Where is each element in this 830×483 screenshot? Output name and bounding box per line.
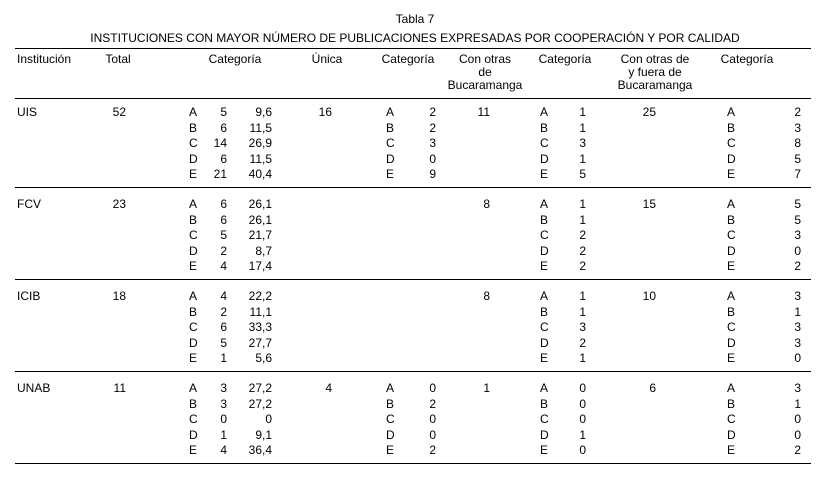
cat4-letter: D	[727, 335, 736, 350]
cat4-count: 1	[794, 396, 801, 411]
cat1-percent: 22,2	[248, 289, 272, 303]
header-unica: Única	[311, 52, 343, 66]
cat1-letter: D	[189, 427, 198, 442]
total-value: 52	[112, 105, 126, 119]
cat2-count: 2	[429, 120, 436, 135]
cat1-percent: 27,7	[248, 335, 272, 350]
cat3-letter: B	[540, 120, 549, 135]
total-value: 18	[112, 289, 126, 303]
cat1-letter: C	[189, 320, 198, 334]
cat1-letter: B	[189, 304, 198, 319]
cat3-count: 1	[579, 120, 586, 135]
cat1-letter: C	[189, 412, 198, 426]
cat2-letter: D	[386, 427, 395, 442]
cat4-letter: C	[727, 228, 736, 242]
cat4-count: 3	[794, 335, 801, 350]
cat1-letter: C	[189, 228, 198, 242]
cat4-count: 0	[794, 412, 801, 426]
cat4-letter: C	[727, 320, 736, 334]
header-fuera-line-2: y fuera de	[628, 65, 682, 79]
header-fuera-line-3: Bucaramanga	[617, 78, 693, 92]
cat1-letter: B	[189, 212, 198, 227]
cat4-letter: B	[727, 120, 736, 135]
cat1-letter: D	[189, 335, 198, 350]
cat1-count: 3	[220, 396, 227, 411]
cat1-letter: B	[189, 396, 198, 411]
con-otras-value: 1	[483, 381, 490, 395]
cat3-count: 1	[579, 151, 586, 166]
cat2-count: 0	[429, 412, 436, 426]
cat4-count: 1	[794, 304, 801, 319]
cat4-letter: B	[727, 304, 736, 319]
cat2-count: 3	[429, 136, 436, 150]
fuera-value: 25	[642, 105, 656, 119]
cat1-percent: 27,2	[248, 381, 272, 395]
cat1-count: 14	[213, 136, 227, 150]
cat1-percent: 26,9	[248, 136, 272, 150]
cat3-count: 1	[579, 427, 586, 442]
header-institucion: Institución	[17, 52, 72, 66]
cat4-count: 3	[794, 320, 801, 334]
cat3-letter: E	[540, 259, 549, 273]
total-value: 23	[112, 197, 126, 211]
institution-name: ICIB	[17, 289, 41, 303]
cat1-count: 6	[220, 212, 227, 227]
cat1-count: 3	[220, 381, 227, 395]
cat1-count: 5	[220, 105, 227, 119]
cat1-count: 6	[220, 151, 227, 166]
cat4-letter: C	[727, 412, 736, 426]
cat3-letter: A	[540, 381, 549, 395]
cat4-count: 3	[794, 228, 801, 242]
row-rule	[15, 279, 811, 280]
cat2-letter: A	[386, 381, 395, 395]
top-rule	[15, 48, 811, 49]
cat4-letter: E	[727, 259, 736, 273]
unica-value: 4	[325, 381, 332, 395]
cat1-letter: A	[189, 105, 198, 119]
cat2-count: 0	[429, 427, 436, 442]
cat3-count: 1	[579, 351, 586, 365]
cat3-letter: A	[540, 105, 549, 119]
cat3-count: 2	[579, 243, 586, 258]
cat1-letter: E	[189, 259, 198, 273]
cat1-percent: 21,7	[248, 228, 272, 242]
cat4-count: 5	[794, 212, 801, 227]
cat1-count: 6	[220, 197, 227, 211]
cat1-percent: 26,1	[248, 212, 272, 227]
header-con-otras-fuera	[605, 53, 705, 92]
cat1-percent: 17,4	[248, 259, 272, 273]
cat2-letter: C	[386, 412, 395, 426]
cat1-percent: 11,5	[249, 120, 272, 135]
institution-name: UNAB	[17, 381, 51, 395]
row-rule	[15, 463, 811, 464]
cat4-letter: A	[727, 381, 736, 395]
cat4-count: 2	[794, 105, 801, 119]
cat1-percent: 33,3	[248, 320, 272, 334]
cat3-letter: B	[540, 396, 549, 411]
header-categoria-2: Categoría	[381, 52, 435, 66]
cat1-percent: 40,4	[248, 167, 272, 181]
cat1-letter: A	[189, 197, 198, 211]
cat1-letter: E	[189, 167, 198, 181]
cat4-count: 8	[794, 136, 801, 150]
cat3-count: 2	[579, 335, 586, 350]
cat3-count: 5	[579, 167, 586, 181]
cat4-letter: D	[727, 151, 736, 166]
cat3-count: 1	[579, 289, 586, 303]
cat1-count: 2	[220, 243, 227, 258]
cat3-count: 2	[579, 228, 586, 242]
cat4-count: 3	[794, 120, 801, 135]
row-rule	[15, 371, 811, 372]
cat1-letter: C	[189, 136, 198, 150]
cat3-letter: D	[540, 427, 549, 442]
header-con-otras	[440, 53, 530, 92]
cat4-letter: E	[727, 443, 736, 457]
cat3-letter: D	[540, 151, 549, 166]
cat4-count: 0	[794, 243, 801, 258]
cat1-count: 5	[220, 335, 227, 350]
header-con-otras-line-3: Bucaramanga	[447, 78, 523, 92]
cat1-count: 4	[220, 443, 227, 457]
cat1-count: 21	[213, 167, 227, 181]
cat3-letter: A	[540, 197, 549, 211]
cat3-letter: C	[540, 228, 549, 242]
cat2-count: 9	[429, 167, 436, 181]
cat1-count: 4	[220, 259, 227, 273]
institution-name: UIS	[17, 105, 38, 119]
cat1-percent: 27,2	[248, 396, 272, 411]
cat4-count: 0	[794, 351, 801, 365]
cat1-letter: B	[189, 120, 198, 135]
cat3-count: 3	[579, 320, 586, 334]
header-total: Total	[105, 52, 131, 66]
header-con-otras-line-1: Con otras	[458, 52, 512, 66]
cat4-letter: B	[727, 212, 736, 227]
cat1-percent: 11,5	[249, 151, 272, 166]
cat3-letter: D	[540, 243, 549, 258]
fuera-value: 15	[642, 197, 656, 211]
cat1-letter: D	[189, 151, 198, 166]
cat2-letter: A	[386, 105, 395, 119]
cat1-count: 0	[220, 412, 227, 426]
cat2-letter: C	[386, 136, 395, 150]
cat4-count: 3	[794, 289, 801, 303]
table-title: INSTITUCIONES CON MAYOR NÚMERO DE PUBLICACIONES EXPRESADAS POR COOPERACIÓN Y POR CALIDAD	[90, 31, 740, 45]
cat3-count: 0	[579, 381, 586, 395]
unica-value: 16	[318, 105, 332, 119]
cat1-percent: 9,1	[255, 427, 272, 442]
cat1-percent: 5,6	[255, 351, 272, 365]
cat2-letter: B	[386, 396, 395, 411]
cat3-count: 3	[579, 136, 586, 150]
header-categoria-3: Categoría	[538, 52, 592, 66]
cat3-count: 1	[579, 304, 586, 319]
cat2-letter: D	[386, 151, 395, 166]
cat4-count: 2	[794, 443, 801, 457]
cat3-count: 0	[579, 443, 586, 457]
table-caption: Tabla 7	[395, 12, 435, 26]
cat4-letter: A	[727, 289, 736, 303]
cat2-count: 2	[429, 443, 436, 457]
cat3-count: 0	[579, 396, 586, 411]
cat1-letter: A	[189, 381, 198, 395]
cat2-letter: E	[386, 167, 395, 181]
cat1-letter: E	[189, 443, 198, 457]
cat3-letter: B	[540, 212, 549, 227]
con-otras-value: 11	[477, 105, 490, 119]
cat1-count: 5	[220, 228, 227, 242]
cat3-count: 2	[579, 259, 586, 273]
cat4-letter: E	[727, 167, 736, 181]
cat1-letter: D	[189, 243, 198, 258]
cat1-percent: 36,4	[248, 443, 272, 457]
cat3-letter: E	[540, 351, 549, 365]
cat1-count: 6	[220, 120, 227, 135]
cat3-letter: E	[540, 443, 549, 457]
cat4-letter: D	[727, 243, 736, 258]
header-fuera-line-1: Con otras de	[620, 52, 690, 66]
cat2-count: 0	[429, 151, 436, 166]
cat1-letter: E	[189, 351, 198, 365]
cat3-letter: B	[540, 304, 549, 319]
cat4-letter: E	[727, 351, 736, 365]
cat3-count: 1	[579, 197, 586, 211]
cat2-letter: E	[386, 443, 395, 457]
cat4-letter: A	[727, 105, 736, 119]
con-otras-value: 8	[483, 197, 490, 211]
institution-name: FCV	[17, 197, 41, 211]
cat1-count: 6	[220, 320, 227, 334]
cat3-letter: C	[540, 136, 549, 150]
cat3-letter: A	[540, 289, 549, 303]
cat1-count: 1	[220, 427, 227, 442]
cat3-letter: C	[540, 320, 549, 334]
row-rule	[15, 187, 811, 188]
cat2-count: 0	[429, 381, 436, 395]
cat3-count: 0	[579, 412, 586, 426]
header-categoria-1: Categoría	[208, 52, 262, 66]
cat4-letter: B	[727, 396, 736, 411]
cat2-letter: B	[386, 120, 395, 135]
header-categoria-4: Categoría	[720, 52, 774, 66]
con-otras-value: 8	[483, 289, 490, 303]
cat3-letter: E	[540, 167, 549, 181]
cat4-count: 0	[794, 427, 801, 442]
cat3-count: 1	[579, 212, 586, 227]
cat4-count: 3	[794, 381, 801, 395]
cat1-percent: 26,1	[248, 197, 272, 211]
cat1-percent: 11,1	[249, 304, 272, 319]
header-rule	[15, 98, 811, 99]
cat3-letter: D	[540, 335, 549, 350]
cat1-count: 2	[220, 304, 227, 319]
cat4-letter: D	[727, 427, 736, 442]
cat1-count: 1	[220, 351, 227, 365]
cat4-count: 5	[794, 197, 801, 211]
cat3-count: 1	[579, 105, 586, 119]
fuera-value: 10	[642, 289, 656, 303]
cat1-percent: 8,7	[255, 243, 272, 258]
cat4-count: 5	[794, 151, 801, 166]
fuera-value: 6	[649, 381, 656, 395]
cat4-letter: C	[727, 136, 736, 150]
cat4-letter: A	[727, 197, 736, 211]
header-con-otras-line-2: de	[478, 65, 492, 79]
cat4-count: 2	[794, 259, 801, 273]
cat1-percent: 9,6	[255, 105, 272, 119]
cat4-count: 7	[794, 167, 801, 181]
cat2-count: 2	[429, 396, 436, 411]
cat2-count: 2	[429, 105, 436, 119]
cat3-letter: C	[540, 412, 549, 426]
cat1-percent: 0	[265, 412, 272, 426]
cat1-letter: A	[189, 289, 198, 303]
total-value: 11	[113, 381, 126, 395]
cat1-count: 4	[220, 289, 227, 303]
